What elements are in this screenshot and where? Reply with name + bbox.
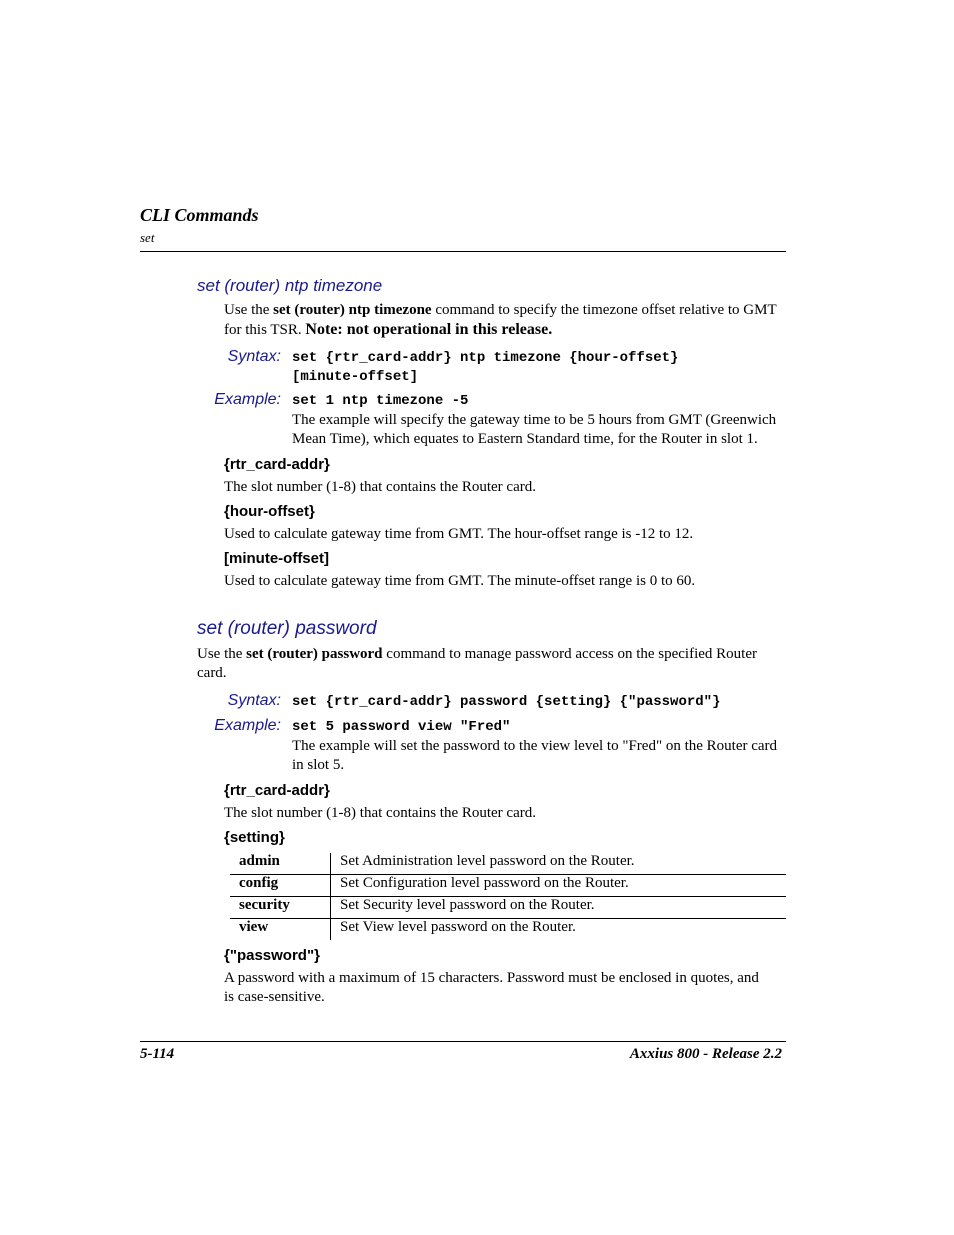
section-heading-ntp-timezone: set (router) ntp timezone (197, 276, 383, 295)
param-name-setting: {setting} (224, 829, 285, 846)
param-name-rtr-card-addr: {rtr_card-addr} (224, 456, 330, 473)
setting-key: config (230, 875, 331, 897)
section-heading-password: set (router) password (197, 618, 377, 639)
param-name-password: {"password"} (224, 947, 320, 964)
ntp-syntax-code: set {rtr_card-addr} ntp timezone {hour-offset} [minute-offset] (292, 350, 679, 385)
table-row (230, 897, 786, 919)
setting-value: Set View level password on the Router. (331, 919, 787, 941)
header-subtitle: set (140, 230, 155, 245)
setting-value: Set Security level password on the Router. (331, 897, 787, 919)
table-row (230, 875, 786, 897)
footer-product: Axxius 800 - Release 2.2 (629, 1046, 782, 1062)
password-syntax-label: Syntax: (227, 692, 281, 709)
param-desc-hour-offset: Used to calculate gateway time from GMT. The hour-offset range is -12 to 12. (224, 526, 694, 542)
password-example-description: The example will set the password to the view level to "Fred" on the Router card in slot 5. (292, 738, 778, 773)
setting-key: security (230, 897, 331, 919)
param-desc-password: A password with a maximum of 15 characters. Password must be enclosed in quotes, and is case-sensitive. (224, 970, 759, 1005)
footer-rule (140, 1041, 786, 1042)
ntp-syntax-label: Syntax: (227, 348, 281, 365)
param-desc-rtr-card-addr-2: The slot number (1-8) that contains the Router card. (224, 805, 536, 821)
setting-value: Set Administration level password on the Router. (340, 853, 635, 869)
ntp-example-code: set 1 ntp timezone -5 (292, 393, 469, 409)
table-row (230, 919, 786, 941)
setting-value: Set Configuration level password on the Router. (331, 875, 787, 897)
setting-key: view (230, 919, 331, 941)
param-desc-rtr-card-addr: The slot number (1-8) that contains the Router card. (224, 479, 536, 495)
param-name-rtr-card-addr-2: {rtr_card-addr} (224, 782, 330, 799)
password-syntax-code: set {rtr_card-addr} password {setting} {"password"} (292, 694, 721, 710)
password-example-code: set 5 password view "Fred" (292, 719, 511, 735)
password-intro-paragraph: Use the set (router) password command to manage password access on the specified Router card. (197, 646, 757, 681)
ntp-intro-paragraph: Use the set (router) ntp timezone command to specify the timezone offset relative to GMT for this TSR. Note: not operational in this release. (224, 302, 777, 338)
ntp-example-description: The example will specify the gateway time to be 5 hours from GMT (Greenwich Mean Time), which equates to Eastern Standard time, for the Router in slot 1. (292, 412, 777, 447)
settings-table (230, 853, 786, 940)
header-title: CLI Commands (140, 205, 259, 225)
setting-key: admin (230, 853, 331, 875)
ntp-example-label: Example: (214, 391, 281, 408)
footer-page-number: 5-114 (140, 1046, 175, 1062)
param-name-hour-offset: {hour-offset} (224, 503, 315, 520)
password-example-label: Example: (214, 717, 281, 734)
table-row (230, 853, 786, 875)
param-name-minute-offset: [minute-offset] (224, 550, 329, 567)
param-desc-minute-offset: Used to calculate gateway time from GMT. The minute-offset range is 0 to 60. (224, 573, 696, 589)
header-rule (140, 251, 786, 252)
